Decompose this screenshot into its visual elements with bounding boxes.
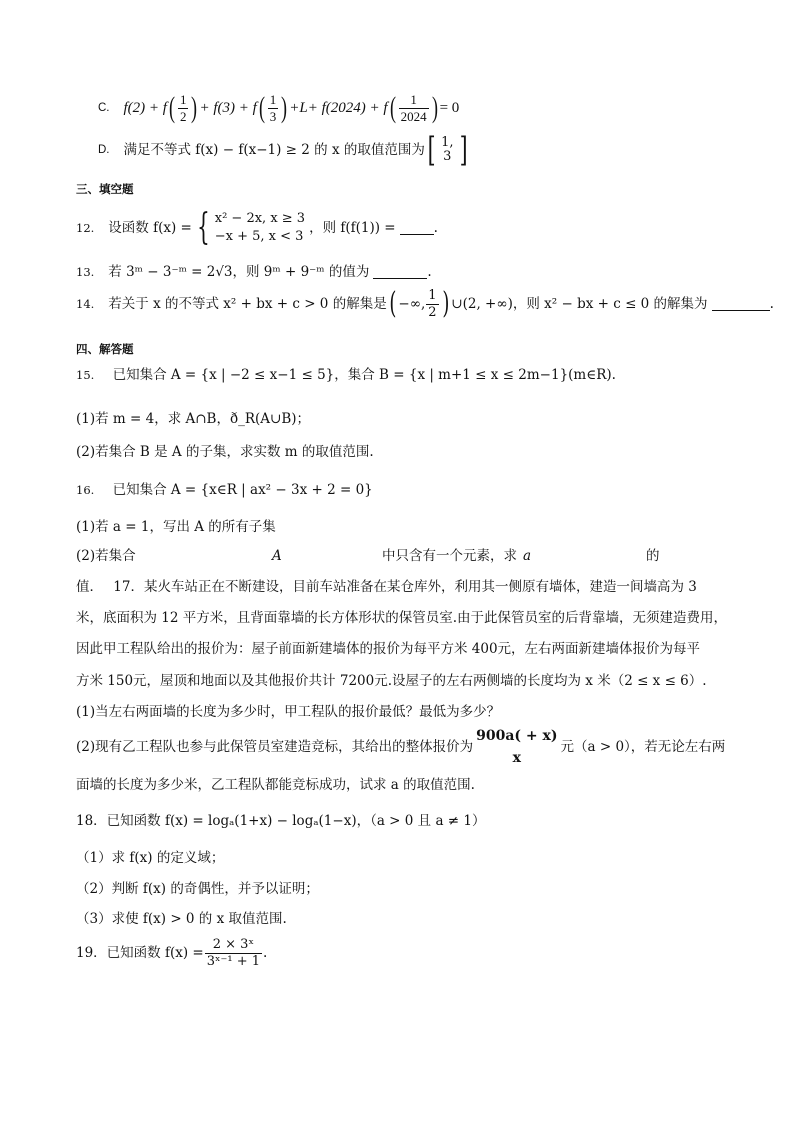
- q14-interval-start: −∞,: [398, 296, 426, 312]
- q17-fraction: 900a( + x) x: [476, 728, 558, 766]
- q12-cases: [215, 210, 305, 246]
- q18-part-2: （2）判断 f(x) 的奇偶性，并予以证明；: [76, 881, 319, 897]
- q17-line-1: [76, 578, 697, 596]
- q13-end: .: [427, 264, 432, 280]
- q18-stem: 18．已知函数 f(x) = logₐ(1+x) − logₐ(1−x)，（a > 0 且 a ≠ 1）: [76, 813, 486, 829]
- option-c-term-3: +L+ f(2024) + f: [289, 100, 388, 116]
- section-3-heading: 三、填空题: [76, 182, 134, 196]
- q16-trailing: 值．: [76, 579, 103, 595]
- q17-part-2-b: 元（a > 0），若无论左右两: [560, 739, 726, 755]
- q16-number: 16.: [76, 483, 95, 497]
- question-14: [76, 280, 774, 328]
- q14-pre: 若关于 x 的不等式 x² + bx + c > 0 的解集是: [108, 296, 387, 312]
- q15-number: 15.: [76, 368, 95, 382]
- option-c-fraction-3: $\frac{1}{2024}$: [400, 91, 427, 124]
- q17-line-4: 方米 150元，屋顶和地面以及其他报价共计 7200元.设屋子的左右两侧墙的长度均为 x 米（2 ≤ x ≤ 6）.: [76, 673, 707, 689]
- q19-fraction: $\frac{\text{2 × 3ˣ}}{\text{3ˣ⁻¹ + 1}}$: [206, 936, 261, 969]
- option-c-term-1: f(2) + f: [123, 100, 167, 116]
- q12-number: 12.: [76, 221, 95, 235]
- q12-answer-blank[interactable]: [400, 222, 434, 235]
- q12-post: ，则 f(f(1)) =: [309, 220, 396, 236]
- q14-answer-blank[interactable]: [712, 298, 770, 311]
- option-c-term-2: + f(3) + f: [199, 100, 257, 116]
- question-16: [76, 481, 373, 499]
- q12-case-1: x² − 2x, x ≥ 3: [214, 211, 306, 226]
- q17-part-1: (1)当左右两面墙的长度为多少时，甲工程队的报价最低？最低为多少？: [76, 704, 501, 720]
- paren-left: (: [258, 91, 265, 124]
- paren-left: (: [389, 91, 396, 124]
- q18-part-1: （1）求 f(x) 的定义域；: [76, 850, 225, 866]
- q16-part-1: (1)若 a = 1，写出 A 的所有子集: [76, 519, 276, 535]
- q19-pre: 19．已知函数 f(x) =: [76, 945, 204, 961]
- option-d: [98, 130, 470, 170]
- paren-right: ): [431, 91, 438, 124]
- q18-part-3: （3）求使 f(x) > 0 的 x 取值范围.: [76, 911, 287, 927]
- q14-fraction: $\frac{1}{2}$: [428, 287, 437, 320]
- q13-answer-blank[interactable]: [373, 266, 427, 279]
- q16-part-2-d: a: [523, 548, 532, 564]
- option-c-fraction-1: $\frac{1}{2}$: [179, 91, 187, 124]
- q15-part-2: (2)若集合 B 是 A 的子集，求实数 m 的取值范围.: [76, 444, 374, 460]
- q16-part-2-e: 的: [646, 548, 660, 564]
- bracket-right: ]: [459, 130, 468, 170]
- option-c: [98, 86, 459, 130]
- q17-part-2-cont: 面墙的长度为多少米，乙工程队都能竞标成功，试求 a 的取值范围.: [76, 777, 475, 793]
- q14-mid: ∪(2, +∞)，则 x² − bx + c ≤ 0 的解集为: [451, 296, 708, 312]
- q15-text: 已知集合 A = {x | −2 ≤ x−1 ≤ 5}，集合 B = {x | m+1 ≤ x ≤ 2m−1}(m∈R).: [112, 367, 616, 383]
- option-d-range: 1, 3: [441, 135, 454, 164]
- bracket-left: [: [427, 130, 436, 170]
- question-13: [76, 263, 432, 281]
- paren-left: (: [389, 286, 397, 321]
- q17-text-1: 17．某火车站正在不断建设，目前车站准备在某仓库外，利用其一侧原有墙体，建造一间墙高为 3: [113, 579, 697, 595]
- q12-case-2: −x + 5, x < 3: [214, 229, 304, 244]
- q16-part-2-b: A: [272, 548, 282, 564]
- question-12: [76, 203, 438, 253]
- question-19: [76, 928, 267, 978]
- q16-part-2-c: 中只含有一个元素，求: [382, 548, 517, 564]
- q13-text: 若 3ᵐ − 3⁻ᵐ = 2√3，则 9ᵐ + 9⁻ᵐ 的值为: [108, 264, 370, 280]
- paren-left: (: [168, 91, 175, 124]
- option-c-term-4: = 0: [439, 100, 460, 116]
- option-d-label: D.: [98, 144, 110, 156]
- q17-part-2-a: (2)现有乙工程队也参与此保管员室建造竞标，其给出的整体报价为: [76, 739, 474, 755]
- brace-icon: {: [196, 207, 210, 248]
- q19-end: .: [263, 945, 268, 961]
- q12-pre: 设函数 f(x) =: [108, 220, 192, 236]
- q13-number: 13.: [76, 265, 95, 279]
- q15-part-1: (1)若 m = 4，求 A∩B，ð_R(A∪B)；: [76, 411, 311, 427]
- q14-end: .: [769, 296, 774, 312]
- q17-part-2: [76, 724, 725, 770]
- q14-number: 14.: [76, 297, 95, 311]
- q17-line-2: 米，底面积为 12 平方米，且背面靠墙的长方体形状的保管员室.由于此保管员室的后背靠墙，无须建造费用，: [76, 610, 728, 626]
- q16-part-2-a: (2)若集合: [76, 548, 136, 564]
- paren-right: ): [191, 91, 198, 124]
- section-4-heading: 四、解答题: [76, 342, 134, 356]
- paren-right: ): [281, 91, 288, 124]
- q12-end: .: [433, 220, 438, 236]
- q17-line-3: 因此甲工程队给出的报价为：屋子前面新建墙体的报价为每平方米 400元，左右两面新建墙体报价为每平: [76, 641, 701, 657]
- option-c-label: C.: [98, 102, 110, 114]
- option-c-fraction-2: $\frac{1}{3}$: [269, 91, 277, 124]
- paren-right: ): [441, 286, 449, 321]
- question-15: [76, 366, 616, 384]
- option-d-text: 满足不等式 f(x) − f(x−1) ≥ 2 的 x 的取值范围为: [123, 142, 425, 158]
- q16-text: 已知集合 A = {x∈R | ax² − 3x + 2 = 0}: [112, 482, 373, 498]
